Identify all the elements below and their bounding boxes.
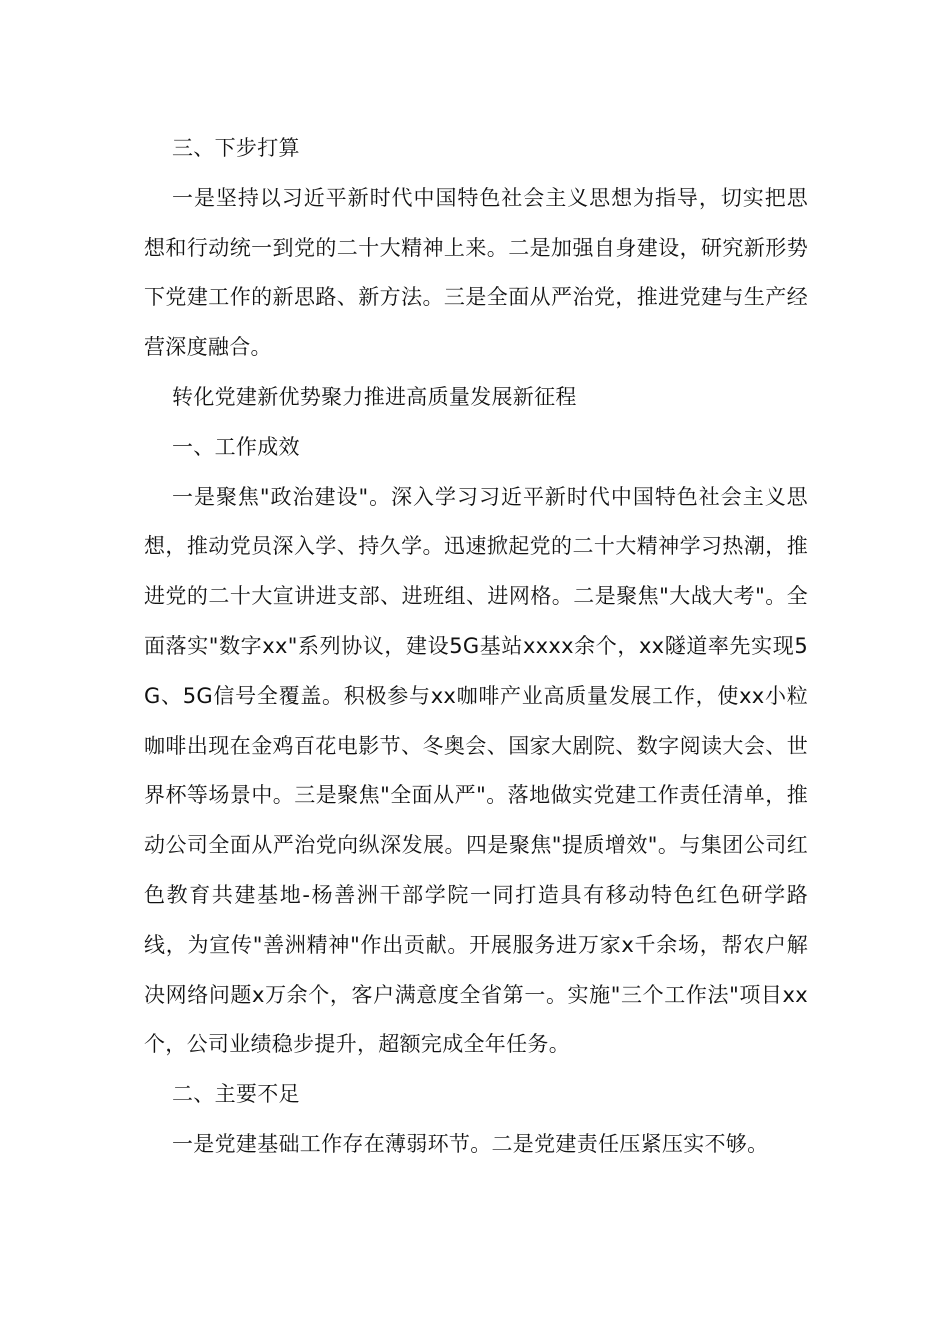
document-body	[144, 124, 808, 1170]
paragraph-shortcomings: 一是党建基础工作存在薄弱环节。二是党建责任压紧压实不够。	[172, 1131, 769, 1156]
section-heading-achievements: 一、工作成效	[172, 434, 300, 459]
article-title: 转化党建新优势聚力推进高质量发展新征程	[172, 384, 577, 409]
paragraph-next-steps: 一是坚持以习近平新时代中国特色社会主义思想为指导，切实把思想和行动统一到党的二十大精神上来。二是加强自身建设，研究新形势下党建工作的新思路、新方法。三是全面从严治党，推进党建与生产经营深度融合。	[144, 185, 808, 360]
section-heading-shortcomings: 二、主要不足	[172, 1082, 300, 1107]
paragraph-achievements: 一是聚焦"政治建设"。深入学习习近平新时代中国特色社会主义思想，推动党员深入学、持久学。迅速掀起党的二十大精神学习热潮，推进党的二十大宣讲进支部、进班组、进网格。二是聚焦"大战大考"。全面落实"数字xx"系列协议，建设5G基站xxxx余个，xx隧道率先实现5G、5G信号全覆盖。积极参与xx咖啡产业高质量发展工作，使xx小粒咖啡出现在金鸡百花电影节、冬奥会、国家大剧院、数字阅读大会、世界杯等场景中。三是聚焦"全面从严"。落地做实党建工作责任清单，推动公司全面从严治党向纵深发展。四是聚焦"提质增效"。与集团公司红色教育共建基地-杨善洲干部学院一同打造具有移动特色红色研学路线，为宣传"善洲精神"作出贡献。开展服务进万家x千余场，帮农户解决网络问题x万余个，客户满意度全省第一。实施"三个工作法"项目xx个，公司业绩稳步提升，超额完成全年任务。	[144, 484, 808, 1057]
section-heading-next-steps: 三、下步打算	[172, 136, 300, 160]
